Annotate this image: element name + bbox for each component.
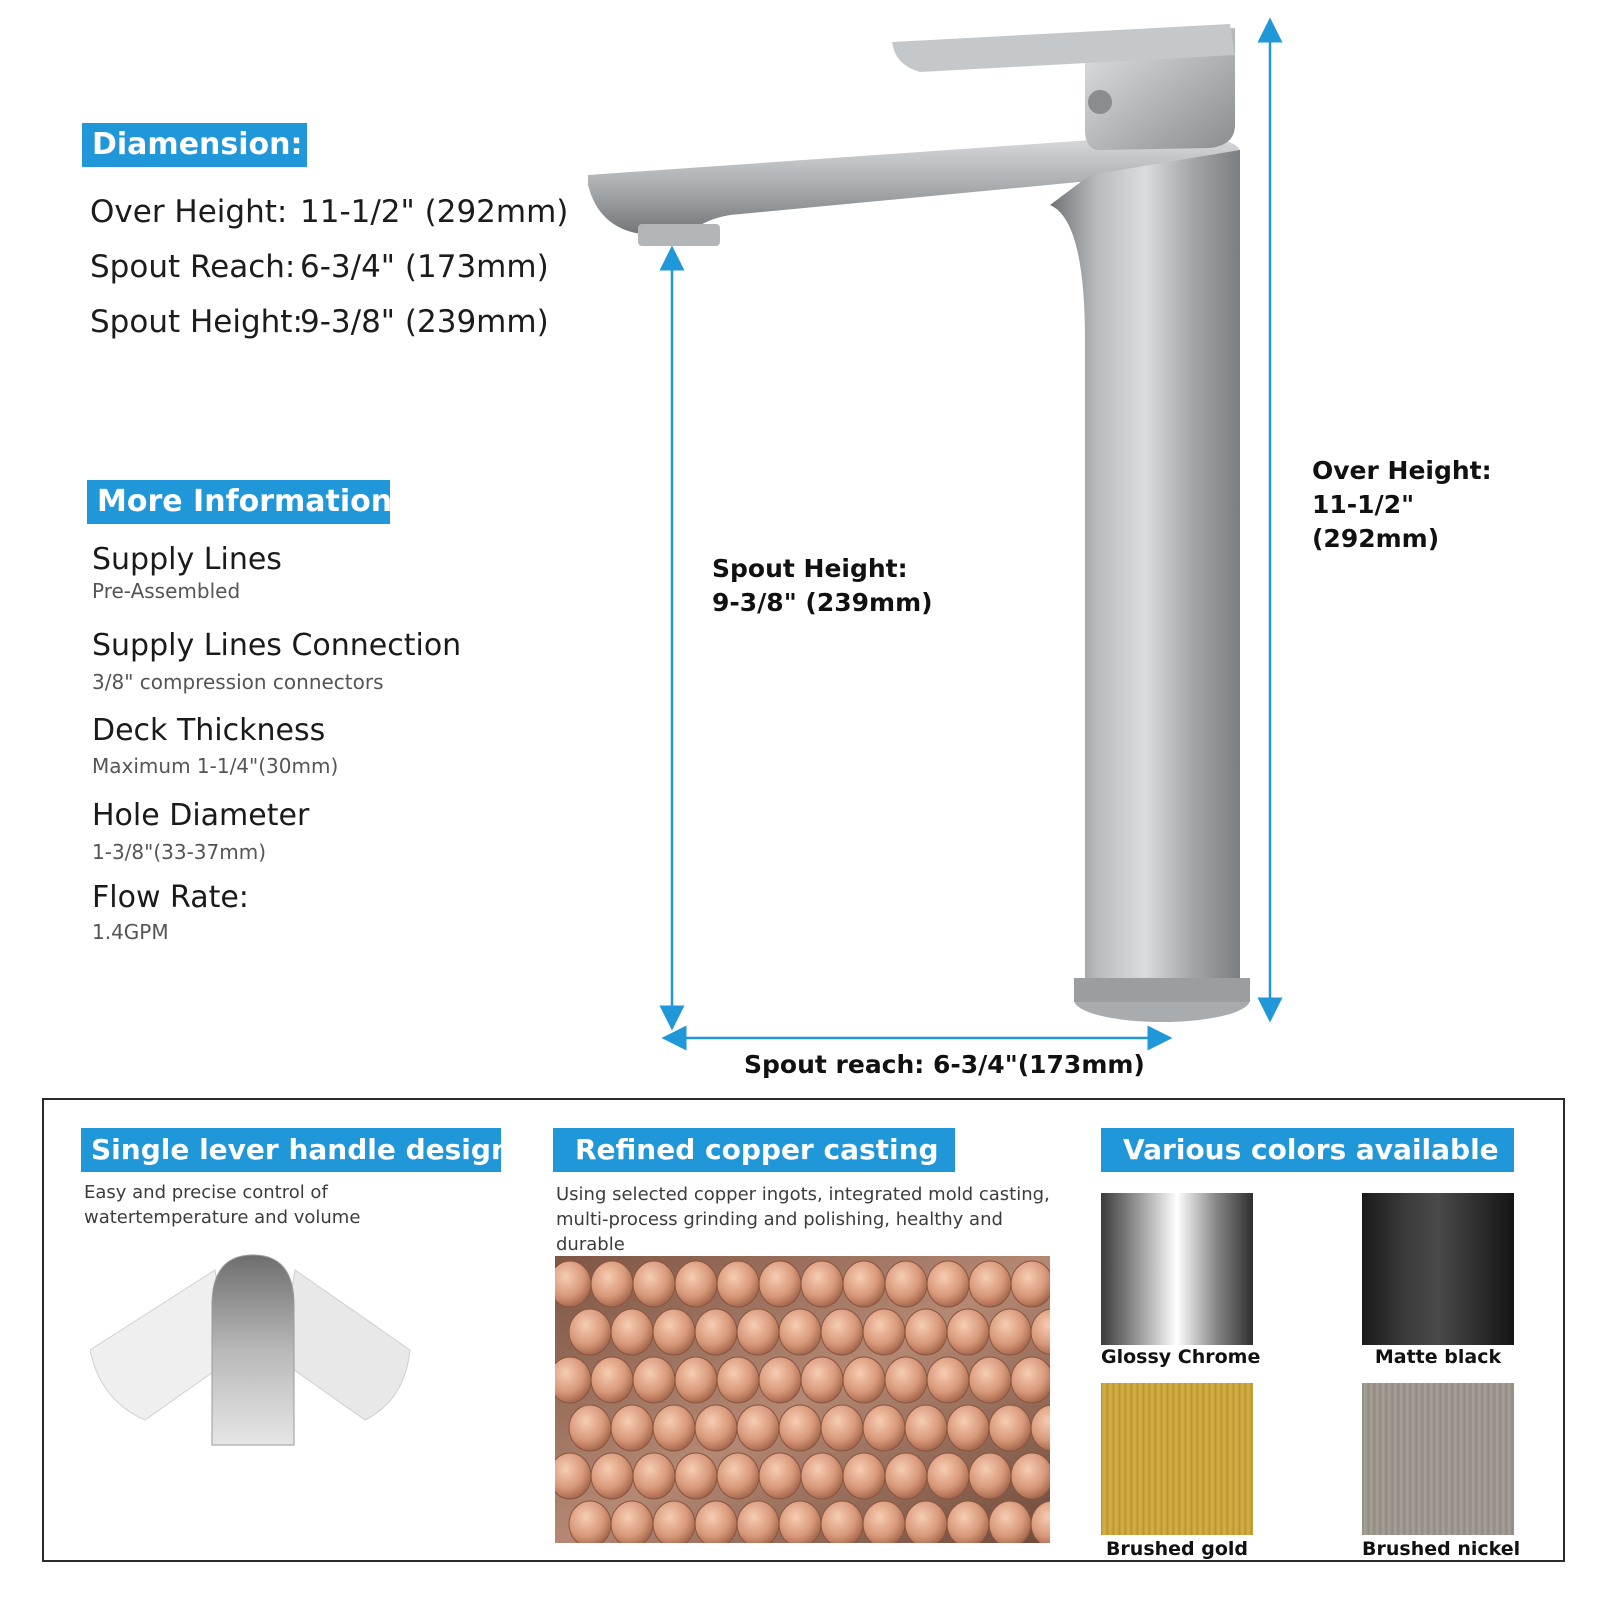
over-height-label: Over Height: <box>1312 456 1492 485</box>
faucet-aerator <box>638 224 720 246</box>
copper-rod-end <box>905 1405 947 1451</box>
dimension-row <box>90 249 549 285</box>
copper-rod-end <box>569 1501 611 1543</box>
copper-rod-end <box>885 1261 927 1307</box>
copper-rod-end <box>1011 1261 1050 1307</box>
copper-rod-end <box>863 1405 905 1451</box>
copper-rod-end <box>1011 1453 1050 1499</box>
faucet-body <box>1050 150 1240 995</box>
copper-rod-end <box>737 1309 779 1355</box>
copper-rod-end <box>843 1357 885 1403</box>
swatch-matte-black[interactable] <box>1362 1193 1514 1345</box>
copper-rod-end <box>863 1309 905 1355</box>
copper-rod-end <box>555 1261 591 1307</box>
more-info-heading: More Information <box>87 480 390 524</box>
copper-rod-end <box>569 1405 611 1451</box>
copper-rod-end <box>779 1309 821 1355</box>
copper-rod-end <box>675 1357 717 1403</box>
dimension-label: Spout Height: <box>90 304 303 340</box>
copper-rod-end <box>591 1453 633 1499</box>
swatch-brushed-gold[interactable] <box>1101 1383 1253 1535</box>
info-title: Supply Lines <box>92 542 282 577</box>
dimension-heading: Diamension: <box>82 123 307 167</box>
copper-rod-end <box>905 1501 947 1543</box>
copper-rod-end <box>989 1405 1031 1451</box>
casting-feature-description: Using selected copper ingots, integrated mold casting, multi-process grinding and polishing, healthy and durable <box>556 1184 1050 1255</box>
copper-rod-end <box>759 1453 801 1499</box>
over-height-value: 11-1/2" <box>1312 490 1415 519</box>
swatch-label: Brushed nickel <box>1362 1538 1521 1560</box>
dimension-row <box>90 194 568 230</box>
copper-rod-end <box>969 1261 1011 1307</box>
copper-rod-end <box>927 1357 969 1403</box>
copper-ingots-image <box>555 1256 1050 1543</box>
copper-rod-end <box>653 1309 695 1355</box>
copper-rod-end <box>821 1501 863 1543</box>
spout-height-label: Spout Height: <box>712 554 908 583</box>
copper-rod-end <box>717 1453 759 1499</box>
swatch-brushed-nickel[interactable] <box>1362 1383 1514 1535</box>
swatch-label: Glossy Chrome <box>1101 1346 1261 1368</box>
over-height-callout <box>1312 454 1492 556</box>
copper-rod-end <box>695 1405 737 1451</box>
copper-rod-end <box>821 1309 863 1355</box>
info-title: Supply Lines Connection <box>92 628 462 663</box>
dimension-value: 11-1/2" (292mm) <box>300 194 569 230</box>
copper-rod-end <box>759 1261 801 1307</box>
copper-rod-end <box>555 1357 591 1403</box>
copper-rod-end <box>843 1453 885 1499</box>
info-title: Deck Thickness <box>92 713 326 748</box>
copper-rod-end <box>569 1309 611 1355</box>
handle-feature-description: Easy and precise control of watertemperature and volume <box>84 1182 361 1228</box>
copper-rod-end <box>801 1453 843 1499</box>
copper-rod-end <box>989 1309 1031 1355</box>
faucet-diagram <box>580 10 1320 1090</box>
info-detail: 3/8" compression connectors <box>92 670 384 694</box>
copper-rod-end <box>947 1309 989 1355</box>
copper-rod-end <box>675 1453 717 1499</box>
spout-height-callout <box>712 552 933 620</box>
copper-rod-end <box>779 1501 821 1543</box>
spout-height-value: 9-3/8" (239mm) <box>712 588 933 617</box>
info-detail: Maximum 1-1/4"(30mm) <box>92 754 339 778</box>
colors-feature-heading: Various colors available <box>1101 1128 1514 1172</box>
copper-rod-end <box>555 1453 591 1499</box>
dimension-row <box>90 304 549 340</box>
copper-rod-end <box>591 1261 633 1307</box>
copper-rod-end <box>653 1501 695 1543</box>
copper-rod-end <box>737 1501 779 1543</box>
dimension-value: 9-3/8" (239mm) <box>300 304 549 340</box>
swatch-label: Brushed gold <box>1105 1538 1249 1560</box>
swatch-label: Matte black <box>1374 1346 1502 1368</box>
copper-rod-end <box>947 1501 989 1543</box>
copper-rod-end <box>717 1261 759 1307</box>
copper-rod-end <box>737 1405 779 1451</box>
copper-rod-end <box>717 1357 759 1403</box>
info-detail: 1.4GPM <box>92 920 169 944</box>
copper-rod-end <box>989 1501 1031 1543</box>
swatch-glossy-chrome[interactable] <box>1101 1193 1253 1345</box>
copper-rod-end <box>905 1309 947 1355</box>
copper-rod-end <box>969 1357 1011 1403</box>
copper-rod-end <box>927 1453 969 1499</box>
copper-rod-end <box>611 1309 653 1355</box>
copper-rod-end <box>885 1357 927 1403</box>
copper-rod-end <box>801 1357 843 1403</box>
dimension-label: Over Height: <box>90 194 288 230</box>
copper-rod-end <box>779 1405 821 1451</box>
copper-rod-end <box>633 1453 675 1499</box>
copper-rod-end <box>801 1261 843 1307</box>
copper-rod-end <box>759 1357 801 1403</box>
dimension-value: 6-3/4" (173mm) <box>300 249 549 285</box>
info-detail: 1-3/8"(33-37mm) <box>92 840 267 864</box>
copper-rod-end <box>843 1261 885 1307</box>
info-title: Flow Rate: <box>92 880 249 915</box>
copper-rod-end <box>591 1357 633 1403</box>
copper-rod-end <box>1011 1357 1050 1403</box>
copper-rod-end <box>611 1501 653 1543</box>
copper-rod-end <box>885 1453 927 1499</box>
handle-feature-heading: Single lever handle design <box>81 1128 501 1172</box>
faucet-pin <box>1088 90 1112 114</box>
copper-rod-end <box>633 1357 675 1403</box>
copper-rod-end <box>633 1261 675 1307</box>
over-height-value-mm: (292mm) <box>1312 524 1440 553</box>
dimension-label: Spout Reach: <box>90 249 296 285</box>
copper-rod-end <box>695 1309 737 1355</box>
casting-feature-heading: Refined copper casting <box>553 1128 955 1172</box>
info-detail: Pre-Assembled <box>92 579 241 603</box>
copper-rod-end <box>947 1405 989 1451</box>
copper-rod-end <box>821 1405 863 1451</box>
spout-reach-label: Spout reach: 6-3/4"(173mm) <box>744 1050 1145 1079</box>
copper-rod-end <box>695 1501 737 1543</box>
info-title: Hole Diameter <box>92 798 310 833</box>
copper-rod-end <box>611 1405 653 1451</box>
copper-rod-end <box>653 1405 695 1451</box>
copper-rod-end <box>863 1501 905 1543</box>
copper-rod-end <box>675 1261 717 1307</box>
copper-rod-end <box>969 1453 1011 1499</box>
copper-rod-end <box>927 1261 969 1307</box>
lever-handle-illustration <box>90 1250 420 1450</box>
